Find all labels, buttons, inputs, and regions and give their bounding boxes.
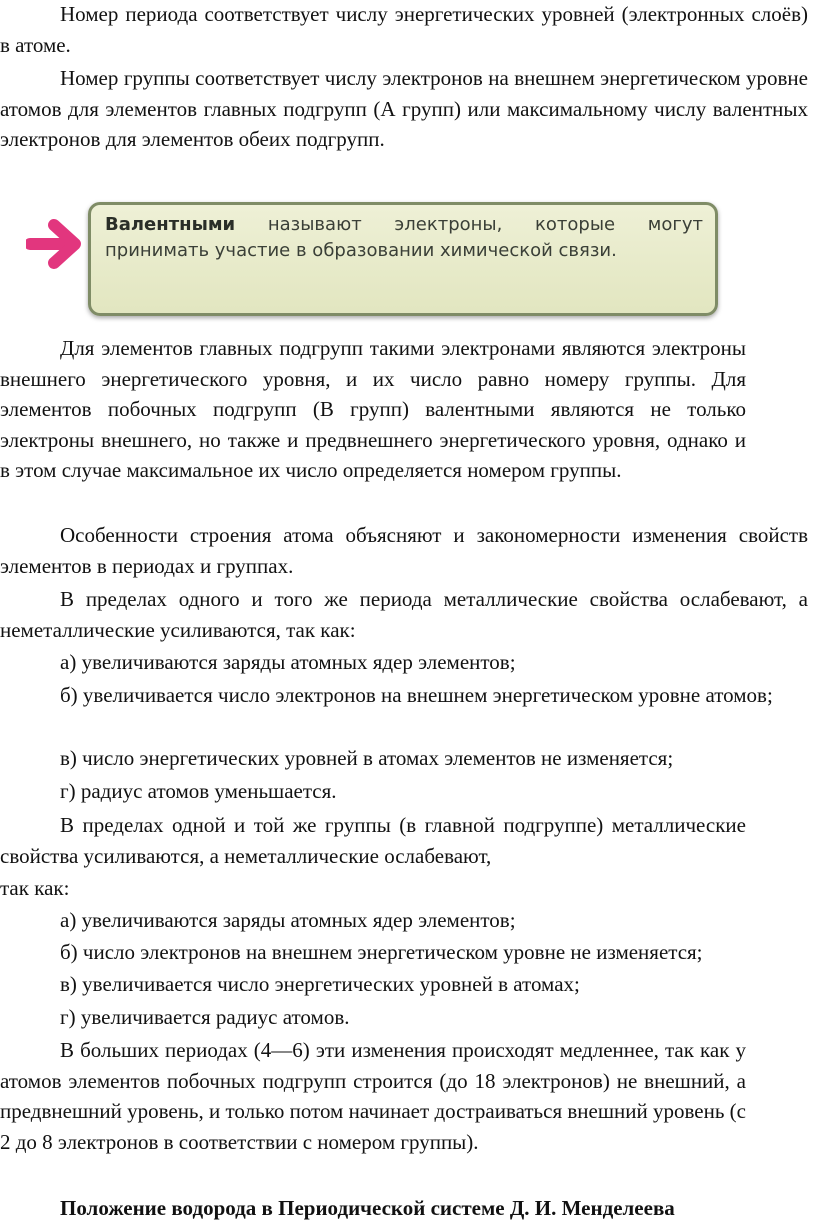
definition-body: называют электроны, которые могут принимать участие в образовании химической связи. (105, 214, 703, 261)
list-item-group-c: в) увеличивается число энергетических уровней в атомах; (60, 972, 580, 996)
paragraph-period: Номер периода соответствует числу энергетических уровней (электронных слоёв) в атоме. (0, 2, 808, 57)
definition-text (105, 212, 703, 264)
paragraph-period-trend: В пределах одного и того же периода металлические свойства ослабевают, а неметаллические усиливаются, так как: (0, 587, 808, 642)
list-item-group-a: а) увеличиваются заряды атомных ядер элементов; (60, 908, 516, 932)
list-item-group-d: г) увеличивается радиус атомов. (60, 1005, 350, 1029)
definition-term: Валентными (105, 214, 236, 235)
paragraph-group: Номер группы соответствует числу электронов на внешнем энергетическом уровне атомов для элементов главных подгрупп (А групп) или максимальному числу валентных электронов для элементов обеих подгрупп. (0, 66, 808, 151)
paragraph-group-trend-cont: так как: (0, 876, 70, 900)
paragraph-long-periods: В больших периодах (4—6) эти изменения происходят медленнее, так как у атомов элементов побочных подгрупп строится (до 18 электронов) не внешний, а предвнешний уровень, и только потом начинает достраиваться внешний уровень (с 2 до 8 электронов в соответствии с номером группы). (0, 1038, 746, 1154)
list-item-period-d: г) радиус атомов уменьшается. (60, 779, 337, 803)
list-item-period-b: б) увеличивается число электронов на внешнем энергетическом уровне атомов; (60, 683, 773, 707)
definition-callout (26, 196, 716, 318)
list-item-period-a: а) увеличиваются заряды атомных ядер элементов; (60, 650, 516, 674)
list-item-period-c: в) число энергетических уровней в атомах элементов не изменяется; (60, 746, 674, 770)
definition-box (88, 202, 718, 316)
paragraph-group-trend: В пределах одной и той же группы (в главной подгруппе) металлические свойства усиливаются, а неметаллические ослабевают, (0, 813, 746, 868)
section-heading: Положение водорода в Периодической системе Д. И. Менделеева (60, 1196, 675, 1220)
paragraph-valence: Для элементов главных подгрупп такими электронами являются электроны внешнего энергетического уровня, и их число равно номеру группы. Для элементов побочных подгрупп (В групп) валентными являются не только электроны внешнего, но также и предвнешнего энергетического уровня, однако и в этом случае максимальное их число определяется номером группы. (0, 336, 746, 482)
paragraph-structure: Особенности строения атома объясняют и закономерности изменения свойств элементов в периодах и группах. (0, 523, 808, 578)
list-item-group-b: б) число электронов на внешнем энергетическом уровне не изменяется; (60, 940, 703, 964)
arrow-right-icon (26, 216, 82, 272)
